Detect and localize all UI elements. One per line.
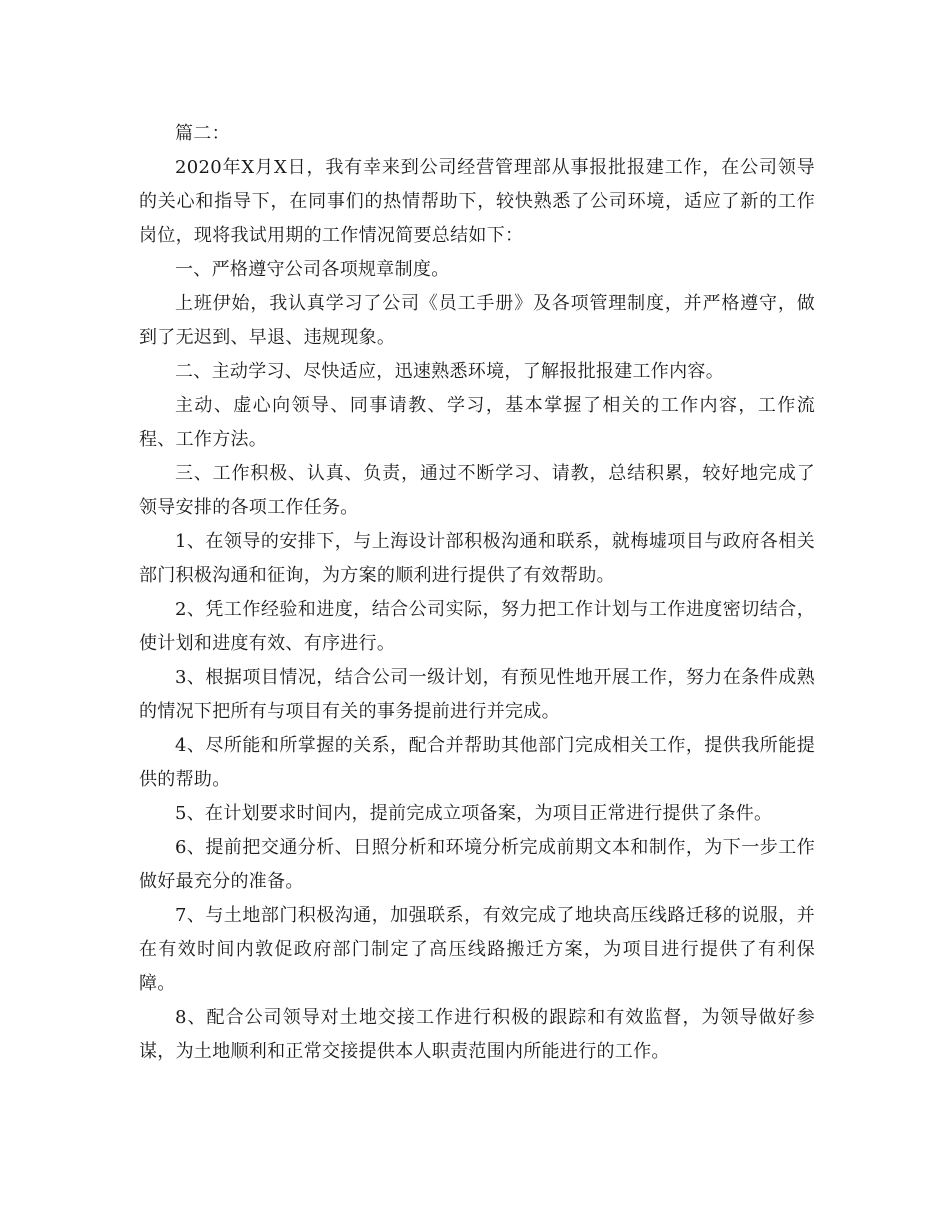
paragraph: 二、主动学习、尽快适应，迅速熟悉环境，了解报批报建工作内容。: [175, 361, 724, 382]
paragraph: 7、与土地部门积极沟通，加强联系，有效完成了地块高压线路迁移的说服，并在有效时间内敦促政府部门制定了高压线路搬迁方案，为项目进行提供了有利保障。: [139, 905, 815, 994]
paragraph: 主动、虚心向领导、同事请教、学习，基本掌握了相关的工作内容，工作流程、工作方法。: [139, 395, 815, 450]
paragraph: 3、根据项目情况，结合公司一级计划，有预见性地开展工作，努力在条件成熟的情况下把所有与项目有关的事务提前进行并完成。: [139, 667, 815, 722]
paragraph: 6、提前把交通分析、日照分析和环境分析完成前期文本和制作，为下一步工作做好最充分的准备。: [139, 837, 815, 892]
document-body: [139, 117, 815, 1069]
section-heading: 篇二：: [175, 123, 230, 144]
paragraph: 上班伊始，我认真学习了公司《员工手册》及各项管理制度，并严格遵守，做到了无迟到、早退、违规现象。: [139, 293, 815, 348]
paragraph: 2、凭工作经验和进度，结合公司实际，努力把工作计划与工作进度密切结合，使计划和进度有效、有序进行。: [139, 599, 815, 654]
paragraph: 8、配合公司领导对土地交接工作进行积极的跟踪和有效监督，为领导做好参谋，为土地顺利和正常交接提供本人职责范围内所能进行的工作。: [139, 1007, 815, 1062]
paragraph: 一、严格遵守公司各项规章制度。: [175, 259, 450, 280]
paragraph: 三、工作积极、认真、负责，通过不断学习、请教，总结积累，较好地完成了领导安排的各项工作任务。: [139, 463, 815, 518]
paragraph: 1、在领导的安排下，与上海设计部积极沟通和联系，就梅墟项目与政府各相关部门积极沟通和征询，为方案的顺利进行提供了有效帮助。: [139, 531, 815, 586]
paragraph: 4、尽所能和所掌握的关系，配合并帮助其他部门完成相关工作，提供我所能提供的帮助。: [139, 735, 815, 790]
paragraph: 5、在计划要求时间内，提前完成立项备案，为项目正常进行提供了条件。: [175, 803, 773, 824]
paragraph: 2020年X月X日，我有幸来到公司经营管理部从事报批报建工作，在公司领导的关心和指导下，在同事们的热情帮助下，较快熟悉了公司环境，适应了新的工作岗位，现将我试用期的工作情况简要总结如下：: [139, 157, 815, 246]
